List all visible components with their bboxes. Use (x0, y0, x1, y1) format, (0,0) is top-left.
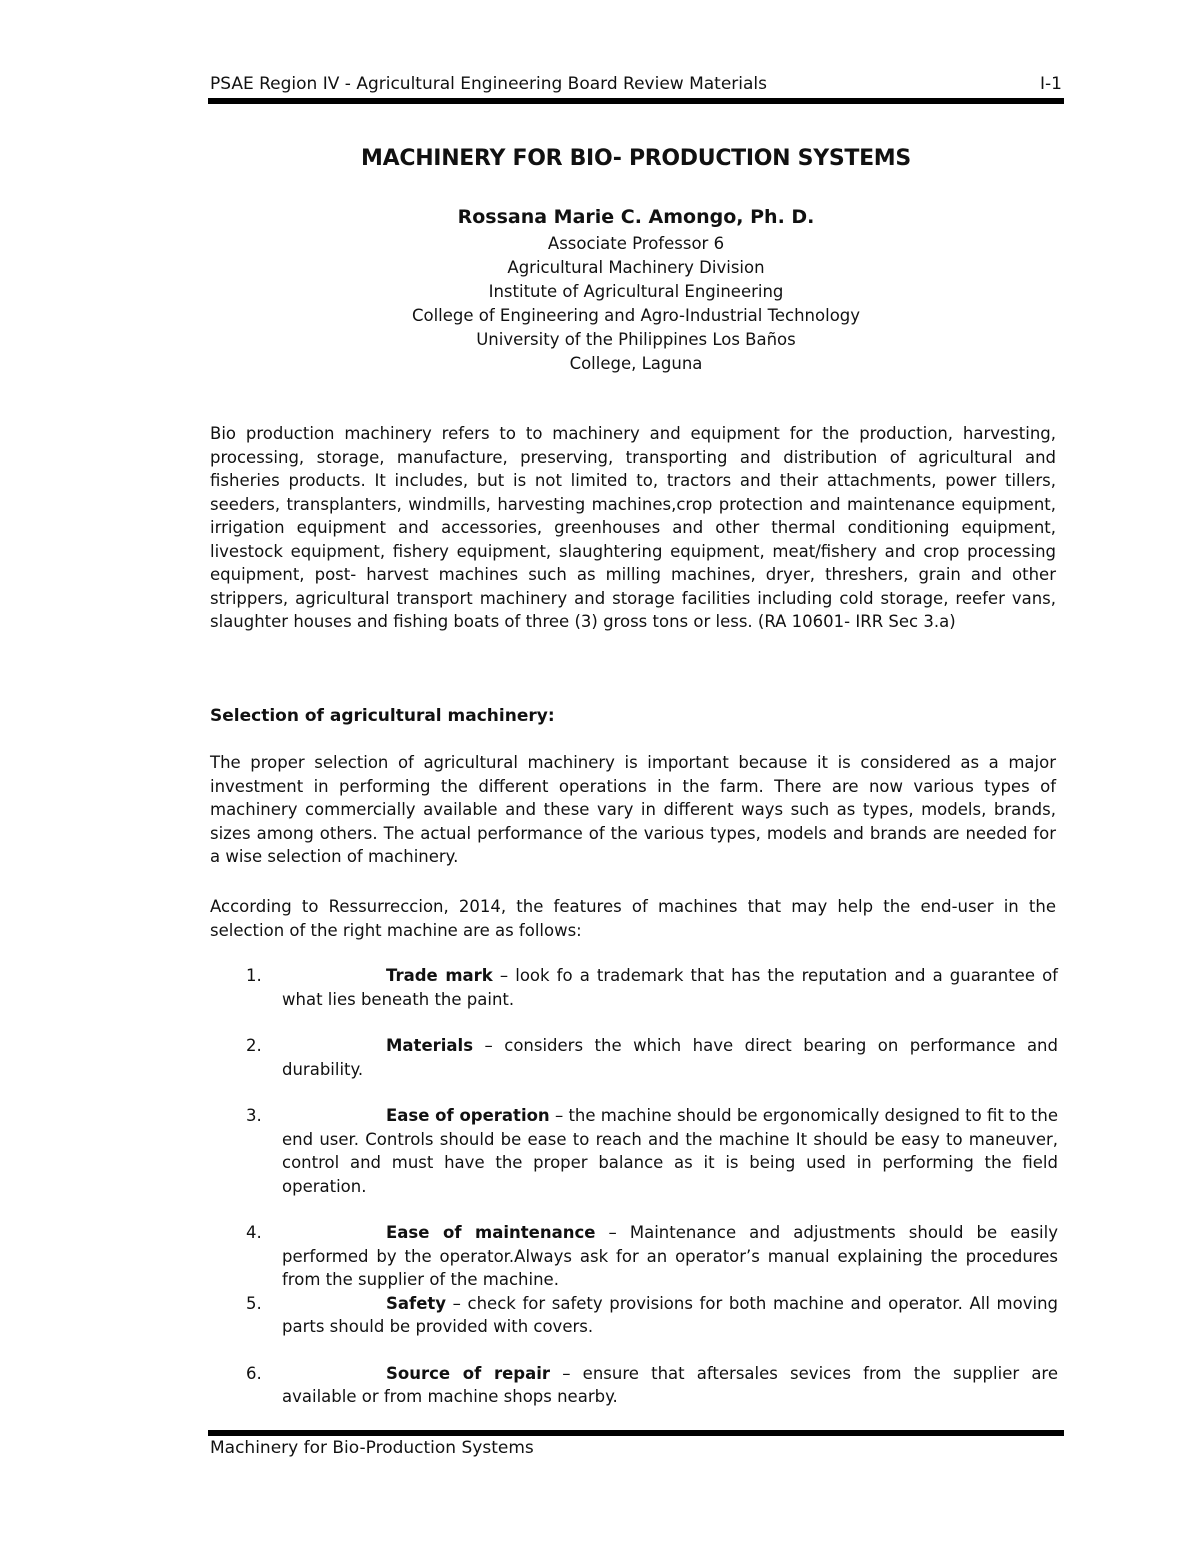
list-item-number: 4. (246, 1223, 262, 1242)
affiliation-line: Institute of Agricultural Engineering (488, 282, 784, 301)
list-item (210, 1292, 1058, 1339)
header-rule (208, 98, 1064, 104)
list-item-text: – look fo a trademark that has the reputation and a guarantee of what lies beneath the paint. (282, 966, 1058, 1009)
affiliation-line: Agricultural Machinery Division (507, 258, 765, 277)
list-item-term: Trade mark (386, 966, 493, 985)
selection-paragraph: The proper selection of agricultural machinery is important because it is considered as a major investment in performing the different operations in the farm. There are now various types of machinery commercially available and these vary in different ways such as types, models, brands, sizes among others. The actual performance of the various types, models and brands are needed for a wise selection of machinery. (210, 753, 1056, 866)
author-name: Rossana Marie C. Amongo, Ph. D. (457, 206, 815, 228)
list-item-text: – check for safety provisions for both machine and operator. All moving parts should be provided with covers. (282, 1293, 1058, 1336)
header-title: PSAE Region IV - Agricultural Engineering Board Review Materials (210, 74, 768, 94)
list-item-text: – ensure that aftersales sevices from the supplier are available or from machine shops nearby. (282, 1363, 1058, 1406)
affiliation-line: University of the Philippines Los Baños (476, 330, 796, 349)
list-item-text: – Maintenance and adjustments should be easily performed by the operator.Always ask for an operator’s manual explaining the procedures from the supplier of the machine. (282, 1223, 1058, 1289)
list-item-term: Safety (386, 1293, 447, 1313)
list-item (210, 1221, 1058, 1292)
affiliation-line: Associate Professor 6 (547, 234, 725, 253)
affiliation-line: College of Engineering and Agro-Industrial Technology (411, 306, 861, 325)
list-item (210, 1104, 1058, 1198)
list-item-number: 5. (246, 1293, 262, 1313)
list-item-text: – the machine should be ergonomically designed to fit to the end user. Controls should be ease to reach and the machine It should be easy to maneuver, control and must have the proper balance as it is being used in performing the field operation. (282, 1106, 1058, 1196)
header-page-number: I-1 (1040, 74, 1062, 94)
list-item-number: 3. (246, 1106, 262, 1125)
document-title: MACHINERY FOR BIO- PRODUCTION SYSTEMS (361, 146, 911, 171)
list-item-term: Ease of operation (386, 1106, 550, 1125)
list-item-number: 2. (246, 1036, 262, 1055)
list-item (210, 1034, 1058, 1081)
list-item (210, 1362, 1058, 1409)
footer-rule (208, 1430, 1064, 1436)
section-heading: Selection of agricultural machinery: (210, 706, 555, 726)
features-intro-paragraph: According to Ressurreccion, 2014, the features of machines that may help the end-user in the selection of the right machine are as follows: (210, 897, 1056, 940)
list-item (210, 964, 1058, 1011)
author-affiliation (208, 232, 1064, 376)
features-list (210, 964, 1058, 1409)
list-item-number: 1. (246, 966, 262, 985)
list-item-number: 6. (246, 1363, 262, 1383)
intro-paragraph: Bio production machinery refers to to machinery and equipment for the production, harvesting, processing, storage, manufacture, preserving, transporting and distribution of agricultural and fisheries products. It includes, but is not limited to, tractors and their attachments, power tillers, seeders, transplanters, windmills, harvesting machines,crop protection and maintenance equipment, irrigation equipment and accessories, greenhouses and other thermal conditioning equipment, livestock equipment, fishery equipment, slaughtering equipment, meat/fishery and crop processing equipment, post- harvest machines such as milling machines, dryer, threshers, grain and other strippers, agricultural transport machinery and storage facilities including cold storage, reefer vans, slaughter houses and fishing boats of three (3) gross tons or less. (RA 10601- IRR Sec 3.a) (210, 424, 1056, 631)
list-item-term: Source of repair (386, 1363, 551, 1383)
list-item-term: Materials (386, 1036, 474, 1055)
list-item-term: Ease of maintenance (386, 1223, 596, 1242)
running-header (210, 72, 1062, 96)
affiliation-line: College, Laguna (569, 354, 703, 373)
list-item-text: – considers the which have direct bearing on performance and durability. (282, 1036, 1058, 1079)
running-footer: Machinery for Bio-Production Systems (210, 1438, 534, 1458)
